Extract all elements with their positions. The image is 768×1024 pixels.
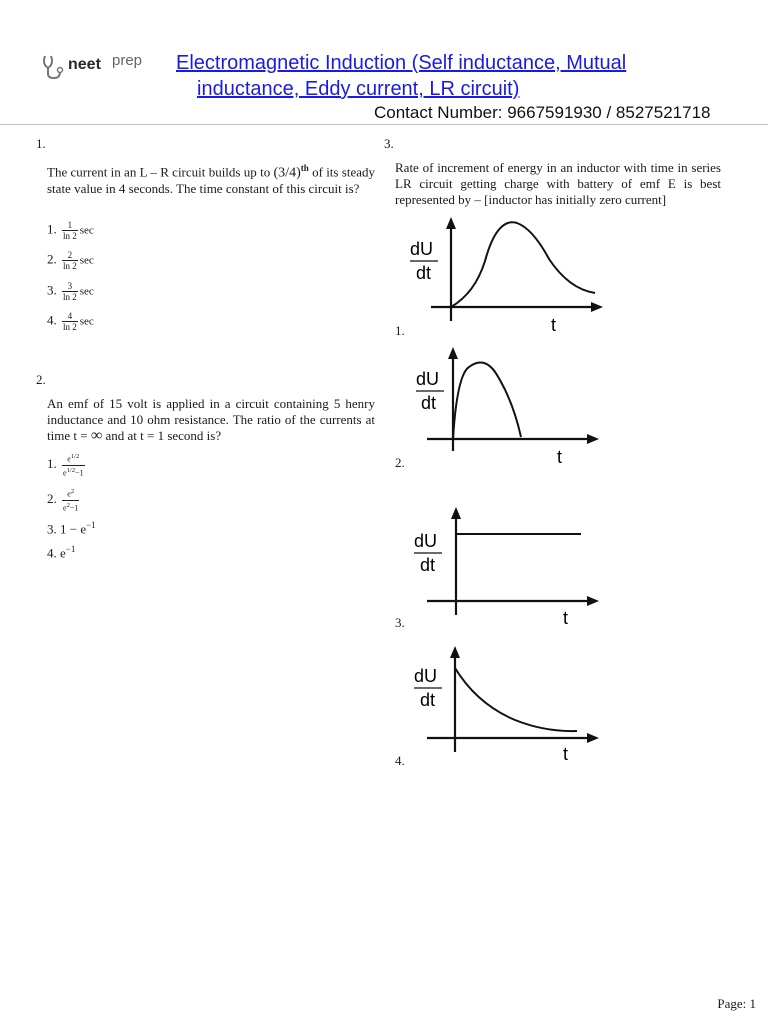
option-unit: sec: [79, 285, 94, 298]
tail: −1: [69, 503, 79, 513]
graph-option-2[interactable]: [405, 345, 605, 465]
stethoscope-icon: [40, 54, 68, 80]
x-axis-arrow: [587, 434, 599, 444]
fraction-denominator: ln 2: [63, 261, 77, 271]
y-label-denominator: dt: [421, 393, 437, 413]
question-1-text-a: The current in an L – R circuit builds up to: [47, 164, 271, 180]
y-label-denominator: dt: [420, 555, 436, 575]
y-label-denominator: dt: [420, 690, 436, 710]
x-label: t: [551, 315, 557, 335]
y-label-numerator: dU: [410, 239, 434, 259]
exponent: 2: [66, 501, 70, 509]
y-axis-arrow: [446, 217, 456, 229]
exponent: 1/2: [70, 453, 80, 460]
graph-option-1[interactable]: [405, 215, 605, 335]
question-1-option-1[interactable]: [47, 220, 94, 241]
y-label-numerator: dU: [414, 531, 438, 551]
exponent: −1: [65, 544, 76, 554]
question-2-option-2[interactable]: [47, 487, 81, 513]
y-label-numerator: dU: [416, 369, 440, 389]
y-label-numerator: dU: [414, 666, 438, 686]
logo-neet-text: neet: [68, 56, 101, 73]
option-label: 3.: [47, 521, 57, 537]
fraction-numerator: 1: [67, 220, 73, 230]
base: e: [67, 489, 71, 499]
exponent: −1: [86, 520, 96, 530]
option-unit: sec: [79, 254, 94, 267]
y-axis-arrow: [451, 507, 461, 519]
logo-prep-text: prep: [112, 52, 143, 69]
y-label-denominator: dt: [416, 263, 432, 283]
fraction-numerator: [62, 452, 85, 465]
option-label: 2.: [47, 251, 57, 267]
header-divider: [0, 124, 768, 125]
x-label: t: [563, 608, 569, 628]
question-1-power-sup: th: [300, 163, 309, 173]
x-label: t: [557, 447, 563, 465]
x-axis-arrow: [587, 733, 599, 743]
option-unit: sec: [79, 224, 94, 237]
question-1-number: 1.: [36, 136, 46, 151]
fraction: [62, 487, 79, 513]
fraction: [62, 311, 78, 332]
base: e: [63, 468, 67, 478]
base: e: [63, 503, 67, 513]
y-axis-arrow: [450, 646, 460, 658]
fraction: [62, 250, 78, 271]
question-3-option-1-label[interactable]: 1.: [395, 323, 405, 338]
question-2-option-3[interactable]: [47, 520, 96, 537]
question-1-option-4[interactable]: [47, 311, 94, 332]
fraction-denominator: ln 2: [63, 292, 77, 302]
question-1-power: (3/4): [273, 165, 301, 181]
tail: −1: [75, 468, 84, 478]
question-3-option-2-label[interactable]: 2.: [395, 455, 405, 470]
graph-option-3[interactable]: [405, 503, 605, 628]
question-1-option-2[interactable]: [47, 250, 94, 271]
graph-option-4[interactable]: [405, 642, 605, 767]
option-label: 4.: [47, 312, 57, 328]
option-label: 3.: [47, 282, 57, 298]
exponent: 2: [70, 488, 75, 495]
question-2-text: [47, 396, 375, 444]
fraction-numerator: 3: [67, 281, 73, 291]
fraction-numerator: 4: [67, 311, 73, 321]
fraction-denominator: [62, 500, 79, 514]
fraction: [62, 452, 85, 478]
option-label: 4.: [47, 545, 57, 561]
exponent: 1/2: [66, 466, 76, 474]
question-1-option-3[interactable]: [47, 281, 94, 302]
fraction-numerator: [62, 487, 79, 500]
question-1-text: [47, 160, 375, 197]
fraction-denominator: [62, 465, 85, 479]
option-unit: sec: [79, 315, 94, 328]
page-title-line-2[interactable]: inductance, Eddy current, LR circuit): [197, 78, 520, 100]
question-2-text-a: An emf of 15 volt is applied in a circuit containing 5 henry inductance and 10 ohm resistance. The ratio of the currents at time t =: [47, 396, 375, 443]
question-3-option-3-label[interactable]: 3.: [395, 615, 405, 630]
fraction-numerator: 2: [67, 250, 73, 260]
option-label: 1.: [47, 456, 57, 472]
question-3-option-4-label[interactable]: 4.: [395, 753, 405, 768]
page-title-line-1[interactable]: Electromagnetic Induction (Self inductance, Mutual: [176, 52, 627, 74]
question-3-text: Rate of increment of energy in an inductor with time in series LR circuit getting charge with battery of emf E is best represented by – [inductor has initially zero current]: [395, 160, 721, 207]
contact-number: Contact Number: 9667591930 / 8527521718: [374, 103, 711, 122]
option-label: 1.: [47, 221, 57, 237]
x-label: t: [563, 744, 569, 764]
question-2-number: 2.: [36, 372, 46, 387]
curve-dome: [453, 363, 521, 440]
curve-rise-then-fall: [451, 222, 595, 307]
option-label: 2.: [47, 491, 57, 507]
fraction: [62, 281, 78, 302]
x-axis-arrow: [591, 302, 603, 312]
y-axis-arrow: [448, 347, 458, 359]
expression: 1 − e: [60, 521, 87, 537]
curve-exponential-decay: [455, 668, 577, 731]
question-2-option-4[interactable]: [47, 544, 75, 561]
page-number: Page: 1: [717, 996, 756, 1011]
fraction-denominator: ln 2: [63, 322, 77, 332]
x-axis-arrow: [587, 596, 599, 606]
question-2-option-1[interactable]: [47, 452, 87, 478]
question-3-number: 3.: [384, 136, 394, 151]
question-2-text-b: and at t = 1 second is?: [105, 428, 222, 443]
fraction-denominator: ln 2: [63, 231, 77, 241]
expression: e: [60, 545, 66, 561]
base: e: [67, 454, 71, 464]
fraction: [62, 220, 78, 241]
neetprep-logo: [40, 52, 150, 82]
question-1-text-b: of its steady state value in 4 seconds. The time constant of this circuit is?: [47, 164, 375, 197]
infinity-symbol: ∞: [90, 427, 103, 444]
